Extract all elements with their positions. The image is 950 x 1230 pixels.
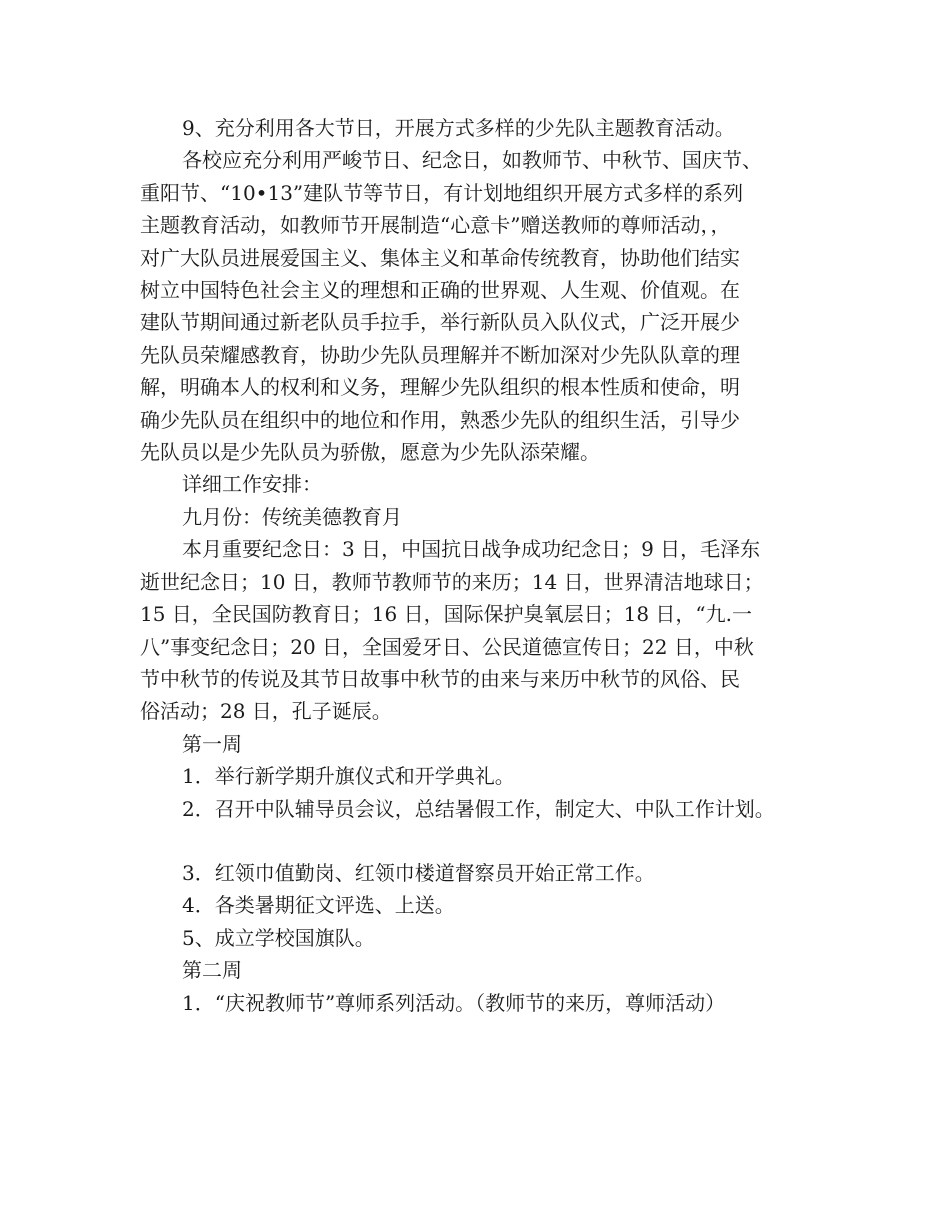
text-line: 本月重要纪念日：3 日，中国抗日战争成功纪念日；9 日，毛泽东 [182,537,761,562]
text-line: 重阳节、“10•13”建队节等节日，有计划地组织开展方式多样的系列 [140,180,744,205]
text-line: 先队员荣耀感教育，协助少先队员理解并不断加深对少先队队章的理 [140,342,740,367]
list-item: 5、成立学校国旗队。 [182,925,375,950]
paragraph-september-dates [140,533,830,727]
september-heading: 九月份：传统美德教育月 [182,504,402,529]
detail-schedule-heading: 详细工作安排： [182,472,322,497]
section-heading-festival-activities [140,112,830,144]
text-line: 俗活动；28 日，孔子诞辰。 [140,699,392,724]
week-2-heading: 第二周 [182,958,242,983]
document-body [140,112,830,1019]
text-line: 各校应充分利用严峻节日、纪念日，如教师节、中秋节、国庆节、 [182,148,762,173]
text-line: 对广大队员进展爱国主义、集体主义和革命传统教育，协助他们结实 [140,245,740,270]
paragraph-festival-activities [140,144,830,468]
text-line: 树立中国特色社会主义的理想和正确的世界观、人生观、价值观。在 [140,278,740,303]
text-line: 建队节期间通过新老队员手拉手，举行新队员入队仪式，广泛开展少 [140,310,740,335]
text-line: 主题教育活动，如教师节开展制造“心意卡”赠送教师的尊师活动，， [140,213,731,238]
text-line: 确少先队员在组织中的地位和作用，熟悉少先队的组织生活，引导少 [140,407,740,432]
text-line: 9、充分利用各大节日，开展方式多样的少先队主题教育活动。 [182,116,735,140]
list-item: 1．“庆祝教师节”尊师系列活动。（教师节的来历，尊师活动） [182,990,726,1015]
text-line: 先队员以是少先队员为骄傲，愿意为少先队添荣耀。 [140,440,600,465]
text-line: 15 日，全民国防教育日；16 日，国际保护臭氧层日；18 日，“九.一 [140,602,753,627]
text-line: 八”事变纪念日；20 日，全国爱牙日、公民道德宣传日；22 日，中秋 [140,634,754,659]
blank-line [140,825,830,857]
text-line: 逝世纪念日；10 日，教师节教师节的来历；14 日，世界清洁地球日； [140,569,764,594]
list-item: 4．各类暑期征文评选、上送。 [182,893,455,918]
list-item: 1．举行新学期升旗仪式和开学典礼。 [182,764,515,789]
text-line: 节中秋节的传说及其节日故事中秋节的由来与来历中秋节的风俗、民 [140,666,740,691]
week-1-heading: 第一周 [182,731,242,756]
list-item: 2．召开中队辅导员会议，总结暑假工作，制定大、中队工作计划。 [182,796,775,821]
text-line: 解，明确本人的权利和义务，理解少先队组织的根本性质和使命，明 [140,375,740,400]
list-item: 3．红领巾值勤岗、红领巾楼道督察员开始正常工作。 [182,860,655,885]
